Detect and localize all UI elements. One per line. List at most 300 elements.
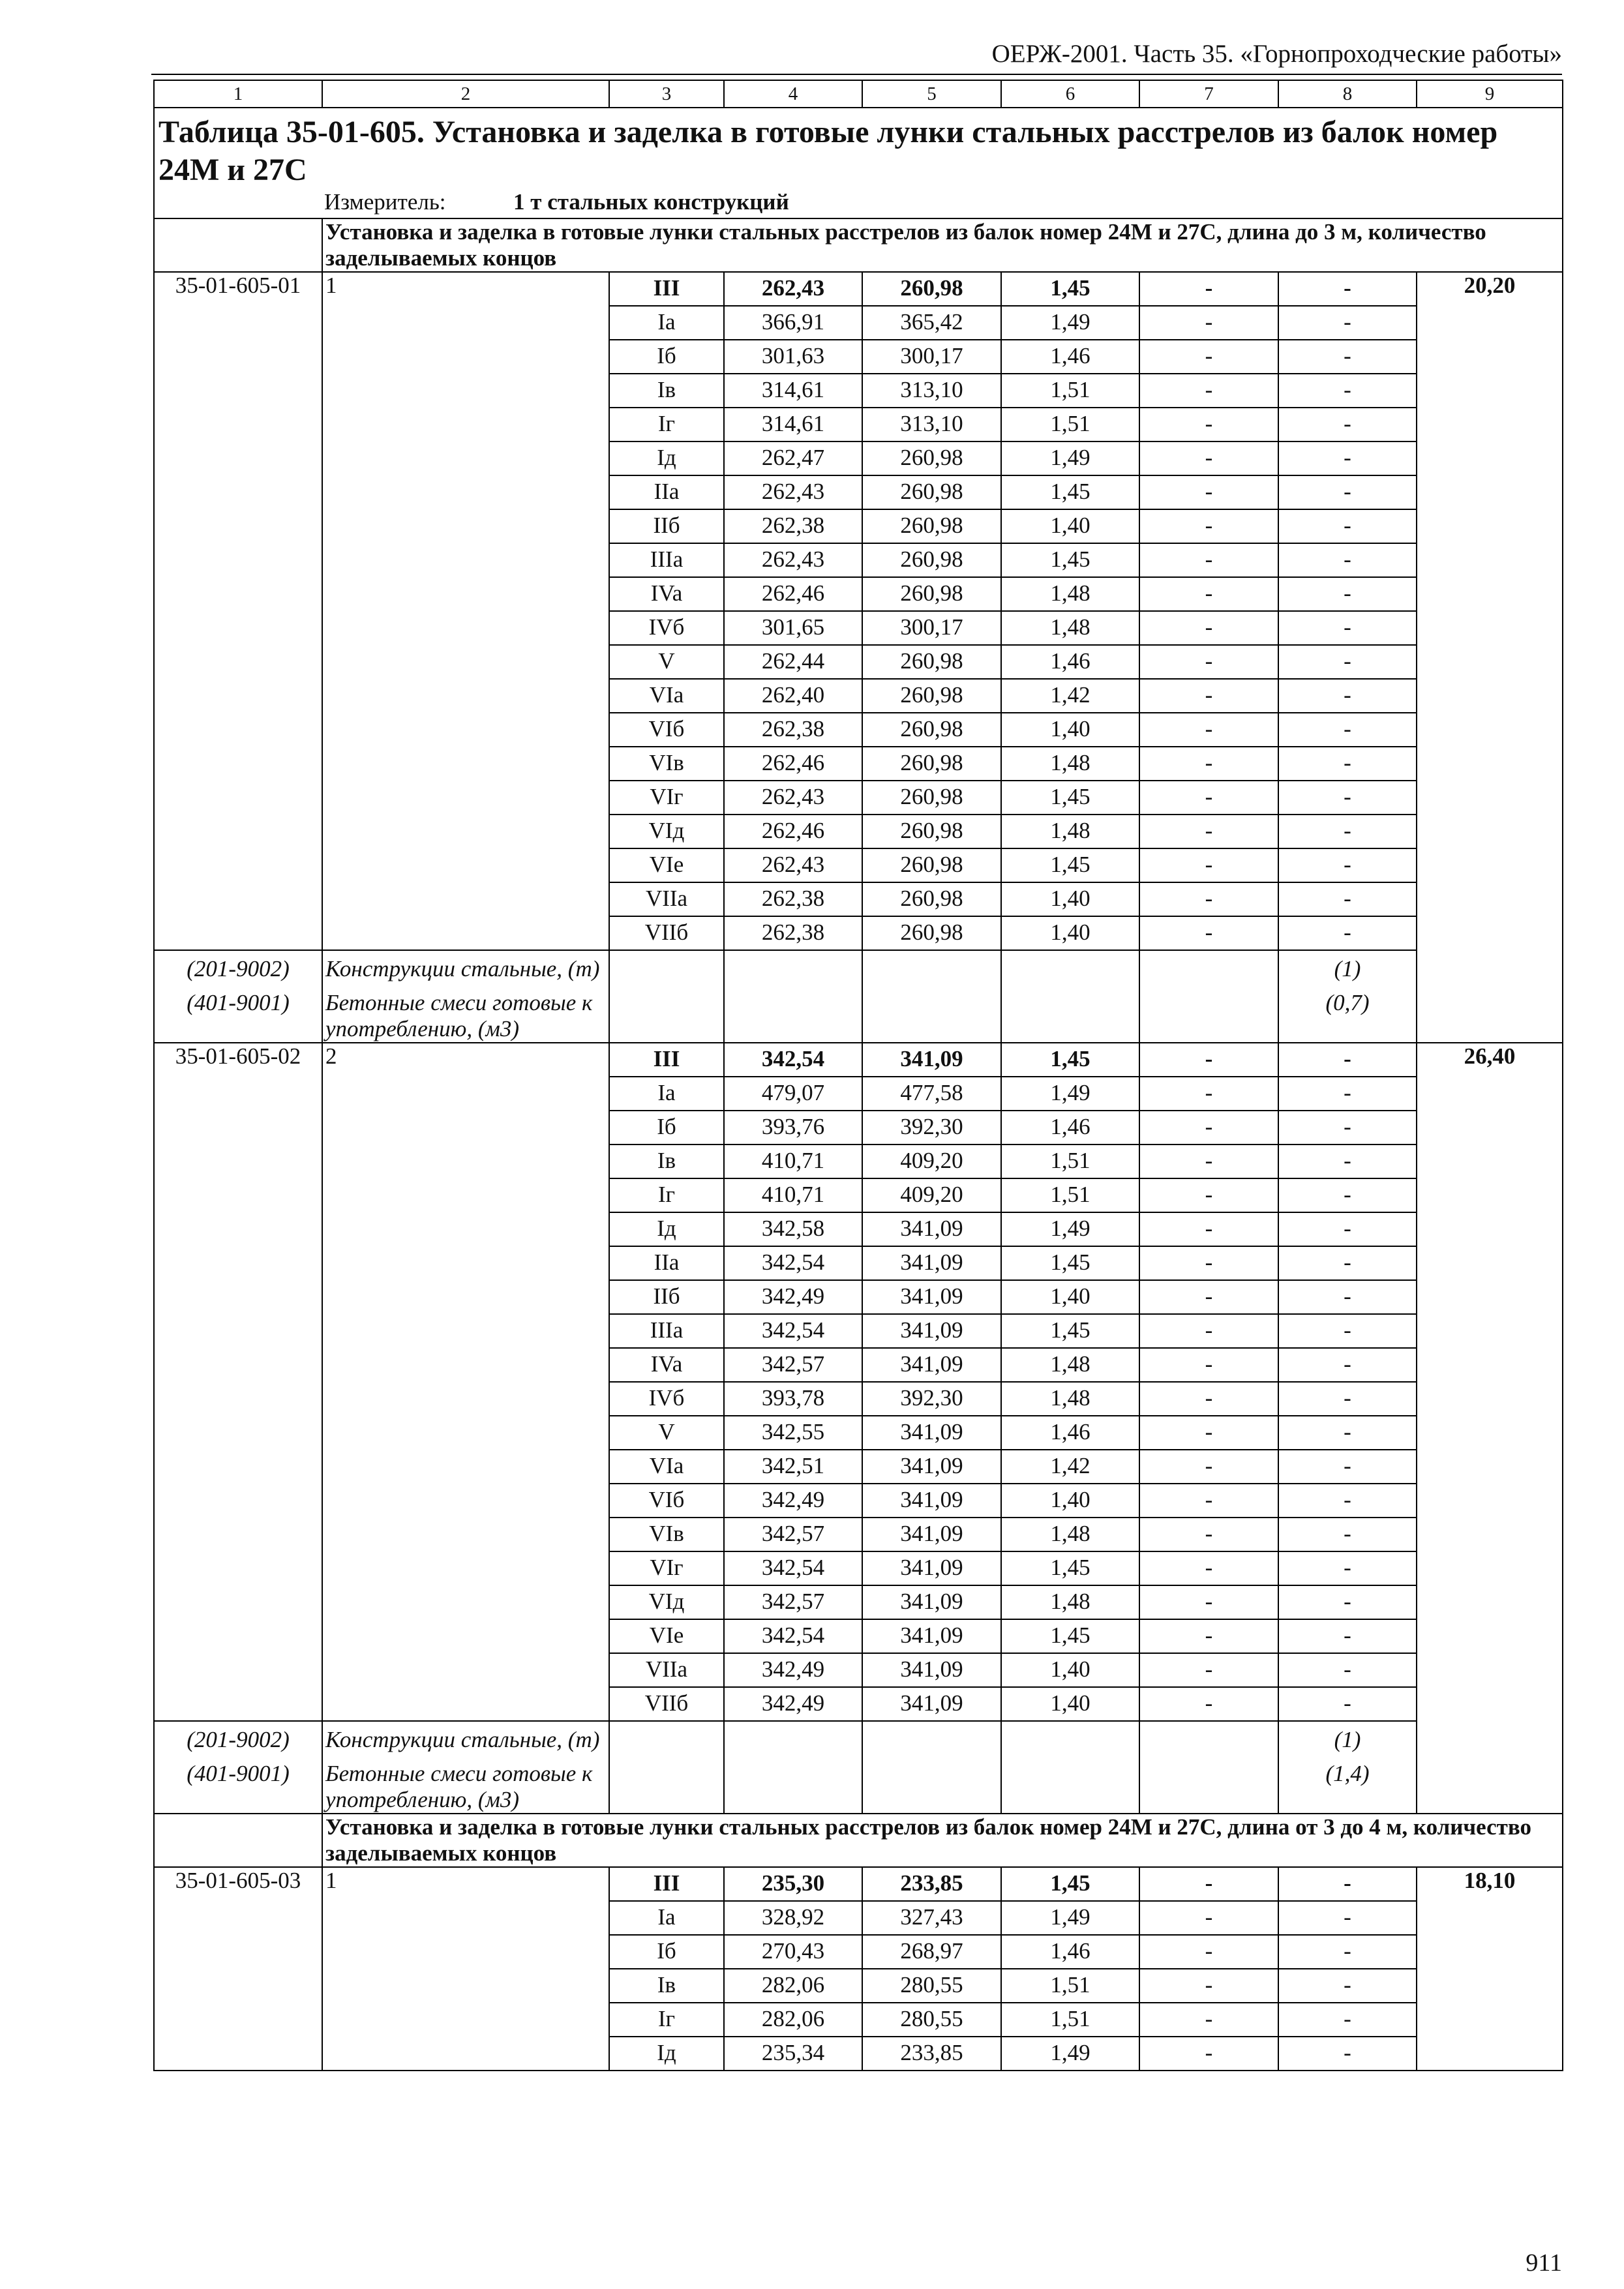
blank-cell [1001,950,1139,985]
rate-cell: IVб [609,611,724,645]
ends-count: 2 [322,1043,609,1721]
rate-cell: 260,98 [862,543,1001,577]
rate-cell: 342,49 [724,1280,862,1314]
rate-cell: - [1278,1144,1417,1178]
rate-cell: - [1139,2003,1278,2037]
rate-cell: - [1278,1450,1417,1484]
labor-total: 18,10 [1417,1867,1563,2071]
rate-cell: - [1139,1969,1278,2003]
rate-cell: - [1278,1935,1417,1969]
rate-cell: Iб [609,1111,724,1144]
rate-cell: 1,40 [1001,1280,1139,1314]
rate-cell: VIa [609,1450,724,1484]
rate-cell: - [1278,441,1417,475]
rate-cell: - [1278,1416,1417,1450]
rate-cell: 262,38 [724,509,862,543]
rate-cell: 410,71 [724,1144,862,1178]
rate-cell: Iб [609,340,724,374]
blank-cell [724,985,862,1043]
rate-cell: - [1278,611,1417,645]
rate-cell: IIa [609,1246,724,1280]
rate-cell: 341,09 [862,1585,1001,1619]
rate-cell: 341,09 [862,1687,1001,1721]
rate-cell: 233,85 [862,1867,1001,1901]
rate-code: 35-01-605-01 [154,272,322,950]
rate-cell: 280,55 [862,2003,1001,2037]
rate-cell: 327,43 [862,1901,1001,1935]
resource-value: (0,7) [1325,990,1370,1015]
table-body [154,80,1563,2071]
rate-cell: - [1278,916,1417,950]
rate-cell: 313,10 [862,408,1001,441]
blank-cell [862,1721,1001,1756]
column-number: 8 [1278,80,1417,108]
rate-cell: 1,51 [1001,408,1139,441]
resource-name: Бетонные смеси готовые к употреблению, (м3) [325,1761,593,1812]
blank-cell [609,985,724,1043]
rate-cell: VIa [609,679,724,713]
rate-cell: 262,46 [724,577,862,611]
section-heading-row [154,1814,1563,1867]
rate-cell: - [1278,1043,1417,1077]
rate-cell: 1,49 [1001,1901,1139,1935]
rate-cell: IVa [609,577,724,611]
rate-cell: 342,55 [724,1416,862,1450]
rate-code: 35-01-605-02 [154,1043,322,1721]
rate-cell: 1,45 [1001,1619,1139,1653]
rate-cell: - [1139,1348,1278,1382]
rate-cell: Iв [609,374,724,408]
rate-cell: - [1278,781,1417,815]
rate-cell: 260,98 [862,713,1001,747]
rate-cell: - [1139,374,1278,408]
rate-cell: VIб [609,1484,724,1518]
rate-cell: 1,51 [1001,374,1139,408]
rate-cell: 1,40 [1001,1687,1139,1721]
rate-cell: 1,45 [1001,1314,1139,1348]
rate-cell: - [1139,611,1278,645]
rate-row [154,272,1563,306]
rate-cell: 262,46 [724,747,862,781]
column-number: 6 [1001,80,1139,108]
rate-cell: 235,34 [724,2037,862,2071]
rate-cell: Iв [609,1969,724,2003]
rate-cell: - [1139,1144,1278,1178]
rate-cell: - [1278,577,1417,611]
rate-cell: IIб [609,1280,724,1314]
rate-cell: - [1278,1585,1417,1619]
blank-cell [1001,985,1139,1043]
resource-code: (201-9002) [187,1727,290,1752]
rate-cell: 282,06 [724,1969,862,2003]
rate-cell: - [1278,2037,1417,2071]
rate-cell: 260,98 [862,272,1001,306]
blank-cell [1139,950,1278,985]
rate-cell: 1,51 [1001,2003,1139,2037]
rate-cell: 262,47 [724,441,862,475]
rate-cell: 1,51 [1001,1178,1139,1212]
rate-cell: - [1139,1450,1278,1484]
resource-row [154,950,1563,985]
rate-cell: 260,98 [862,815,1001,848]
section-heading: Установка и заделка в готовые лунки стальных расстрелов из балок номер 24М и 27С, длина от 3 до 4 м, количество заделываемых концов [322,1814,1563,1867]
rate-cell: - [1139,1111,1278,1144]
rate-cell: 1,45 [1001,543,1139,577]
rate-cell: - [1139,1551,1278,1585]
rate-cell: 410,71 [724,1178,862,1212]
rate-cell: VIIб [609,916,724,950]
rate-cell: 392,30 [862,1382,1001,1416]
rate-row [154,1867,1563,1901]
rate-cell: 314,61 [724,408,862,441]
resource-row [154,985,1563,1043]
blank-cell [862,1756,1001,1814]
rate-cell: 1,48 [1001,1382,1139,1416]
rate-cell: - [1278,1178,1417,1212]
rate-cell: - [1278,475,1417,509]
rate-cell: - [1278,340,1417,374]
rate-cell: 260,98 [862,645,1001,679]
rate-cell: - [1278,815,1417,848]
rate-cell: - [1278,2003,1417,2037]
rate-cell: - [1139,1246,1278,1280]
rate-cell: - [1139,882,1278,916]
rate-cell: IIIa [609,543,724,577]
rate-cell: 393,78 [724,1382,862,1416]
rate-cell: 341,09 [862,1484,1001,1518]
rate-cell: - [1278,645,1417,679]
rate-cell: - [1139,509,1278,543]
rate-cell: IVa [609,1348,724,1382]
rate-cell: 262,38 [724,713,862,747]
rate-cell: 1,40 [1001,1484,1139,1518]
rate-cell: 1,48 [1001,1585,1139,1619]
rate-cell: VIIб [609,1687,724,1721]
rate-cell: Iд [609,441,724,475]
rate-cell: 268,97 [862,1935,1001,1969]
resource-code-cell [154,950,322,985]
rate-cell: - [1278,1653,1417,1687]
rate-cell: 365,42 [862,306,1001,340]
rate-cell: - [1278,1280,1417,1314]
rate-cell: - [1139,408,1278,441]
rate-cell: 341,09 [862,1043,1001,1077]
rate-cell: VIд [609,1585,724,1619]
rate-cell: - [1278,408,1417,441]
rate-cell: 1,48 [1001,577,1139,611]
rate-cell: - [1139,916,1278,950]
table-title-cell [154,108,1563,218]
rate-cell: 313,10 [862,374,1001,408]
column-number: 1 [154,80,322,108]
table-title: Таблица 35-01-605. Установка и заделка в готовые лунки стальных расстрелов из балок номер 24М и 27С [158,115,1498,187]
rate-cell: - [1139,1619,1278,1653]
labor-total: 20,20 [1417,272,1563,1043]
rate-cell: 1,46 [1001,340,1139,374]
rate-cell: IVб [609,1382,724,1416]
ends-count: 1 [322,1867,609,2071]
rate-cell: 328,92 [724,1901,862,1935]
resource-code: (401-9001) [187,1761,290,1786]
rate-cell: - [1139,577,1278,611]
blank-cell [1139,1756,1278,1814]
rate-cell: - [1139,713,1278,747]
rate-cell: 1,40 [1001,1653,1139,1687]
rate-cell: 260,98 [862,509,1001,543]
rate-cell: 409,20 [862,1178,1001,1212]
blank-cell [609,1756,724,1814]
rate-cell: 342,54 [724,1043,862,1077]
resource-code-cell [154,985,322,1043]
rate-cell: 342,57 [724,1518,862,1551]
rate-cell: 260,98 [862,747,1001,781]
rate-cell: - [1139,1653,1278,1687]
rate-cell: - [1139,441,1278,475]
resource-name-cell [322,1756,609,1814]
rate-cell: 280,55 [862,1969,1001,2003]
rate-cell: III [609,1867,724,1901]
column-number: 2 [322,80,609,108]
rate-cell: 1,40 [1001,882,1139,916]
rate-cell: - [1278,543,1417,577]
blank-cell [862,950,1001,985]
blank-cell [609,950,724,985]
rate-cell: 260,98 [862,781,1001,815]
rate-cell: VIв [609,1518,724,1551]
rate-cell: 1,48 [1001,611,1139,645]
rate-cell: 1,45 [1001,475,1139,509]
rate-cell: 260,98 [862,679,1001,713]
rate-cell: VIe [609,848,724,882]
rate-cell: 301,63 [724,340,862,374]
rate-cell: 341,09 [862,1280,1001,1314]
rate-cell: 260,98 [862,848,1001,882]
rate-cell: - [1278,272,1417,306]
rate-cell: 1,45 [1001,781,1139,815]
rate-cell: 341,09 [862,1518,1001,1551]
rate-cell: 300,17 [862,340,1001,374]
rate-cell: - [1139,272,1278,306]
rate-cell: 262,38 [724,882,862,916]
rate-cell: Iв [609,1144,724,1178]
section-heading-row [154,218,1563,272]
rate-cell: Iд [609,2037,724,2071]
rate-cell: 342,57 [724,1348,862,1382]
rate-cell: V [609,645,724,679]
rate-cell: 260,98 [862,882,1001,916]
rate-cell: 260,98 [862,577,1001,611]
rate-code: 35-01-605-03 [154,1867,322,2071]
resource-name-cell [322,950,609,985]
rate-cell: - [1139,1043,1278,1077]
rate-cell: VIIa [609,1653,724,1687]
rate-cell: - [1139,1484,1278,1518]
rate-cell: 341,09 [862,1246,1001,1280]
rate-cell: 341,09 [862,1212,1001,1246]
page-number: 911 [1526,2249,1562,2277]
rate-cell: 314,61 [724,374,862,408]
rate-cell: 342,58 [724,1212,862,1246]
rate-cell: 262,40 [724,679,862,713]
rate-cell: Iд [609,1212,724,1246]
rate-cell: - [1139,340,1278,374]
rate-cell: Ia [609,306,724,340]
rate-cell: 1,45 [1001,848,1139,882]
rate-cell: - [1139,1212,1278,1246]
rate-cell: VIг [609,1551,724,1585]
rate-cell: Iг [609,1178,724,1212]
resource-name: Конструкции стальные, (т) [325,956,600,981]
rate-cell: 341,09 [862,1551,1001,1585]
rate-cell: - [1139,781,1278,815]
rate-cell: 1,51 [1001,1144,1139,1178]
rate-cell: 1,45 [1001,1551,1139,1585]
column-number: 9 [1417,80,1563,108]
rate-cell: 1,46 [1001,1111,1139,1144]
rate-cell: - [1139,1280,1278,1314]
column-number-row [154,80,1563,108]
rate-cell: 342,49 [724,1687,862,1721]
rate-cell: 1,49 [1001,441,1139,475]
rate-cell: - [1139,1314,1278,1348]
blank-cell [724,950,862,985]
column-number: 5 [862,80,1001,108]
rate-cell: 1,40 [1001,509,1139,543]
rate-cell: 233,85 [862,2037,1001,2071]
rate-cell: III [609,1043,724,1077]
running-header: ОЕРЖ-2001. Часть 35. «Горнопроходческие работы» [991,40,1562,68]
rate-cell: V [609,1416,724,1450]
rate-cell: 342,49 [724,1653,862,1687]
rate-cell: - [1139,1585,1278,1619]
header-rule [151,74,1562,75]
blank-cell [862,985,1001,1043]
rate-cell: Iг [609,2003,724,2037]
rate-cell: - [1139,747,1278,781]
rate-cell: - [1139,306,1278,340]
rate-cell: 260,98 [862,475,1001,509]
rate-cell: - [1139,1077,1278,1111]
resource-value-cell [1278,1721,1417,1756]
rate-cell: 1,42 [1001,679,1139,713]
rate-cell: - [1278,1484,1417,1518]
resource-row [154,1756,1563,1814]
rate-cell: - [1139,1416,1278,1450]
rate-cell: - [1278,1348,1417,1382]
rate-cell: - [1278,713,1417,747]
rate-cell: 262,44 [724,645,862,679]
rate-cell: 342,54 [724,1314,862,1348]
resource-name: Конструкции стальные, (т) [325,1727,600,1752]
resource-value-cell [1278,950,1417,985]
rate-cell: - [1139,475,1278,509]
rate-cell: 1,45 [1001,1043,1139,1077]
rate-cell: - [1139,1178,1278,1212]
column-number: 4 [724,80,862,108]
resource-value: (1) [1334,956,1361,981]
rate-cell: 393,76 [724,1111,862,1144]
table-title-row [154,108,1563,218]
rate-cell: 262,38 [724,916,862,950]
rate-cell: 1,46 [1001,1416,1139,1450]
rate-cell: 1,45 [1001,1867,1139,1901]
rate-cell: - [1139,2037,1278,2071]
rate-cell: Iг [609,408,724,441]
resource-value-cell [1278,985,1417,1043]
rate-cell: IIб [609,509,724,543]
rate-cell: - [1139,848,1278,882]
rate-cell: - [1139,679,1278,713]
rate-cell: 260,98 [862,441,1001,475]
column-number: 7 [1139,80,1278,108]
rate-cell: 1,51 [1001,1969,1139,2003]
rate-cell: 262,43 [724,543,862,577]
labor-total: 26,40 [1417,1043,1563,1814]
resource-name-cell [322,1721,609,1756]
rate-cell: - [1139,543,1278,577]
rate-cell: 262,43 [724,272,862,306]
rate-cell: 1,40 [1001,916,1139,950]
rate-cell: 270,43 [724,1935,862,1969]
rate-cell: IIIa [609,1314,724,1348]
rate-row [154,1043,1563,1077]
rate-cell: - [1278,1969,1417,2003]
rate-cell: 1,46 [1001,1935,1139,1969]
blank-cell [154,1814,322,1867]
rate-cell: 260,98 [862,916,1001,950]
rate-cell: - [1278,1382,1417,1416]
rate-cell: - [1278,509,1417,543]
rate-cell: 1,45 [1001,1246,1139,1280]
rate-cell: - [1278,1551,1417,1585]
blank-cell [1001,1721,1139,1756]
rate-cell: Iб [609,1935,724,1969]
rate-cell: VIд [609,815,724,848]
rate-cell: - [1139,1867,1278,1901]
rate-cell: 1,49 [1001,2037,1139,2071]
rate-cell: - [1278,882,1417,916]
rate-cell: 301,65 [724,611,862,645]
column-number: 3 [609,80,724,108]
resource-code: (401-9001) [187,990,290,1015]
rate-cell: IIa [609,475,724,509]
rate-cell: 262,43 [724,848,862,882]
rate-cell: - [1278,1246,1417,1280]
measure-label: Измеритель: [324,189,446,215]
rate-cell: - [1278,306,1417,340]
resource-name-cell [322,985,609,1043]
rate-cell: VIIa [609,882,724,916]
rate-cell: 1,42 [1001,1450,1139,1484]
rate-cell: 342,54 [724,1619,862,1653]
rate-cell: 477,58 [862,1077,1001,1111]
rate-cell: 1,45 [1001,272,1139,306]
resource-code-cell [154,1756,322,1814]
rate-cell: - [1139,1901,1278,1935]
rate-cell: VIб [609,713,724,747]
rate-cell: - [1278,1619,1417,1653]
rate-cell: 1,49 [1001,1077,1139,1111]
rate-cell: 341,09 [862,1450,1001,1484]
ends-count: 1 [322,272,609,950]
rate-cell: 342,54 [724,1551,862,1585]
blank-cell [609,1721,724,1756]
blank-cell [724,1756,862,1814]
rate-cell: - [1139,815,1278,848]
rate-cell: - [1278,374,1417,408]
rate-cell: 341,09 [862,1348,1001,1382]
blank-cell [724,1721,862,1756]
